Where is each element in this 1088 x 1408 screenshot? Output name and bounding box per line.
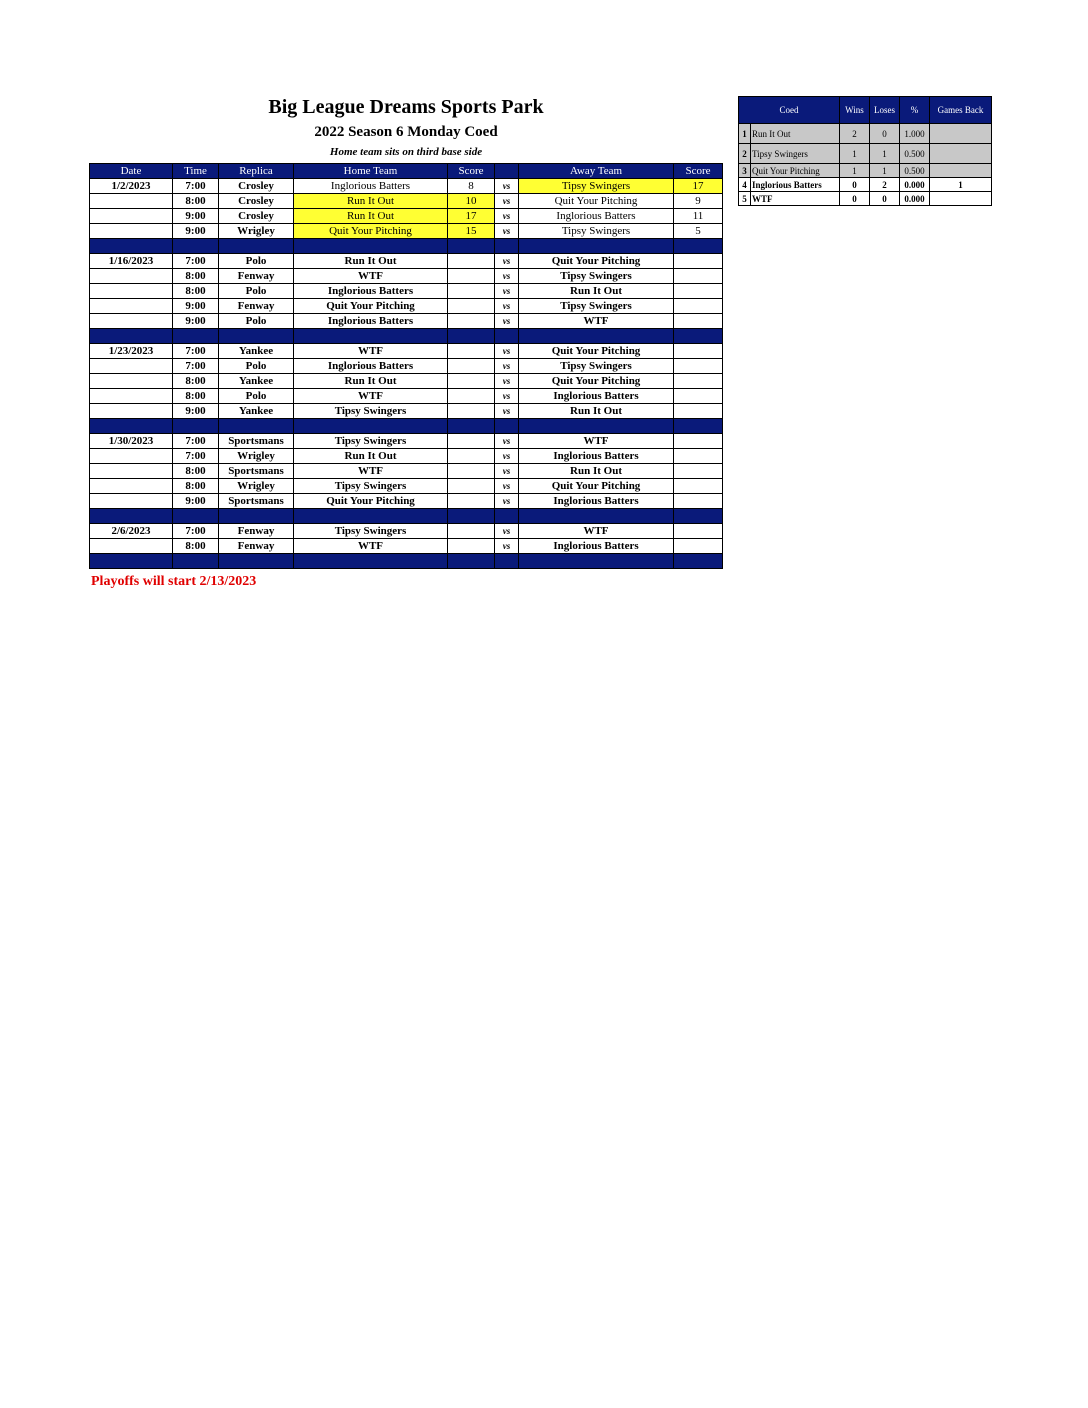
home-team: WTF [294,344,448,359]
table-row [90,434,723,449]
away-score [674,479,723,494]
schedule-table [89,163,723,569]
home-team: Tipsy Swingers [294,434,448,449]
away-team: Inglorious Batters [519,209,674,224]
separator-cell [495,554,519,569]
separator-cell [674,554,723,569]
home-score: 17 [448,209,495,224]
vs-label: vs [495,299,519,314]
away-team: Tipsy Swingers [519,359,674,374]
away-score [674,539,723,554]
away-team: Quit Your Pitching [519,374,674,389]
home-team: Run It Out [294,374,448,389]
separator-cell [495,329,519,344]
separator-cell [519,509,674,524]
separator-cell [495,509,519,524]
table-row [90,449,723,464]
game-field: Polo [219,389,294,404]
game-time: 7:00 [173,524,219,539]
home-score [448,494,495,509]
game-time: 8:00 [173,374,219,389]
team-name: Tipsy Swingers [751,144,840,164]
standings-coed-header: Coed [739,97,840,124]
separator-cell [674,239,723,254]
team-wins: 2 [840,124,870,144]
game-date [90,359,173,374]
game-field: Sportsmans [219,494,294,509]
away-score [674,524,723,539]
away-score: 5 [674,224,723,239]
separator-cell [448,509,495,524]
away-score [674,374,723,389]
standings-row [739,178,992,192]
schedule-body [90,179,723,569]
separator-cell [448,554,495,569]
vs-label: vs [495,224,519,239]
separator-cell [219,419,294,434]
game-date [90,224,173,239]
game-field: Fenway [219,539,294,554]
col-away-team-header: Away Team [519,164,674,179]
home-score [448,539,495,554]
home-team: WTF [294,464,448,479]
game-date [90,539,173,554]
week-separator-row [90,419,723,434]
game-field: Sportsmans [219,464,294,479]
table-row [90,524,723,539]
separator-cell [90,419,173,434]
separator-cell [495,419,519,434]
away-team: WTF [519,434,674,449]
separator-cell [674,509,723,524]
away-team: Inglorious Batters [519,449,674,464]
table-row [90,179,723,194]
home-score [448,479,495,494]
separator-cell [90,329,173,344]
away-score [674,284,723,299]
game-field: Wrigley [219,224,294,239]
game-time: 9:00 [173,224,219,239]
away-score: 17 [674,179,723,194]
col-time-header: Time [173,164,219,179]
game-date [90,314,173,329]
away-score [674,299,723,314]
home-team: Quit Your Pitching [294,224,448,239]
separator-cell [219,554,294,569]
team-games-back [930,124,992,144]
away-team: Quit Your Pitching [519,194,674,209]
table-row [90,269,723,284]
standings-body [739,124,992,206]
table-row [90,314,723,329]
separator-cell [448,329,495,344]
game-time: 7:00 [173,179,219,194]
away-team: Inglorious Batters [519,539,674,554]
away-team: WTF [519,524,674,539]
table-row [90,494,723,509]
separator-cell [90,554,173,569]
separator-cell [173,554,219,569]
home-score [448,344,495,359]
game-field: Polo [219,314,294,329]
vs-label: vs [495,359,519,374]
game-date [90,404,173,419]
away-team: Quit Your Pitching [519,479,674,494]
away-score [674,314,723,329]
game-field: Yankee [219,344,294,359]
away-team: Inglorious Batters [519,494,674,509]
game-time: 8:00 [173,539,219,554]
game-field: Wrigley [219,479,294,494]
home-team: Quit Your Pitching [294,494,448,509]
standings-wins-header: Wins [840,97,870,124]
game-time: 7:00 [173,254,219,269]
table-row [90,224,723,239]
team-name: WTF [751,192,840,206]
table-row [90,284,723,299]
away-team: Tipsy Swingers [519,179,674,194]
separator-cell [219,239,294,254]
home-team: WTF [294,269,448,284]
vs-label: vs [495,479,519,494]
away-score [674,449,723,464]
vs-label: vs [495,344,519,359]
game-field: Fenway [219,299,294,314]
game-time: 8:00 [173,464,219,479]
table-row [90,479,723,494]
vs-label: vs [495,209,519,224]
separator-cell [495,239,519,254]
away-score [674,434,723,449]
vs-label: vs [495,314,519,329]
team-pct: 1.000 [900,124,930,144]
game-field: Polo [219,254,294,269]
away-score [674,464,723,479]
home-score [448,284,495,299]
away-team: Tipsy Swingers [519,299,674,314]
table-row [90,344,723,359]
game-date: 1/30/2023 [90,434,173,449]
away-score [674,404,723,419]
game-field: Polo [219,359,294,374]
vs-label: vs [495,449,519,464]
home-score [448,314,495,329]
separator-cell [448,419,495,434]
vs-label: vs [495,464,519,479]
separator-cell [294,554,448,569]
away-team: Inglorious Batters [519,389,674,404]
team-pct: 0.000 [900,192,930,206]
home-team: Run It Out [294,194,448,209]
home-score [448,254,495,269]
vs-label: vs [495,539,519,554]
game-field: Fenway [219,269,294,284]
home-score [448,269,495,284]
vs-label: vs [495,524,519,539]
game-field: Sportsmans [219,434,294,449]
team-wins: 0 [840,178,870,192]
game-time: 8:00 [173,284,219,299]
vs-label: vs [495,284,519,299]
team-loses: 2 [870,178,900,192]
away-team: Run It Out [519,284,674,299]
away-score [674,254,723,269]
standings-loses-header: Loses [870,97,900,124]
team-loses: 0 [870,192,900,206]
table-row [90,254,723,269]
col-home-score-header: Score [448,164,495,179]
table-row [90,464,723,479]
team-name: Inglorious Batters [751,178,840,192]
col-vs-header [495,164,519,179]
week-separator-row [90,239,723,254]
home-team: Run It Out [294,254,448,269]
team-loses: 1 [870,144,900,164]
table-row [90,359,723,374]
vs-label: vs [495,179,519,194]
separator-cell [90,239,173,254]
vs-label: vs [495,254,519,269]
table-row [90,389,723,404]
standings-games-back-header: Games Back [930,97,992,124]
team-rank: 4 [739,178,751,192]
home-team: WTF [294,539,448,554]
team-wins: 0 [840,192,870,206]
away-score [674,389,723,404]
table-row [90,374,723,389]
vs-label: vs [495,494,519,509]
home-score [448,299,495,314]
vs-label: vs [495,434,519,449]
game-time: 9:00 [173,494,219,509]
separator-cell [173,419,219,434]
standings-row [739,124,992,144]
team-games-back [930,144,992,164]
separator-cell [674,419,723,434]
week-separator-row [90,554,723,569]
game-time: 8:00 [173,479,219,494]
away-score [674,344,723,359]
game-date [90,464,173,479]
table-row [90,404,723,419]
home-score [448,434,495,449]
standings-row [739,192,992,206]
team-wins: 1 [840,164,870,178]
away-score [674,359,723,374]
game-date: 1/16/2023 [90,254,173,269]
away-team: Tipsy Swingers [519,269,674,284]
week-separator-row [90,329,723,344]
col-home-team-header: Home Team [294,164,448,179]
separator-cell [173,329,219,344]
separator-cell [219,329,294,344]
game-time: 7:00 [173,344,219,359]
separator-cell [294,329,448,344]
away-team: Run It Out [519,404,674,419]
separator-cell [173,509,219,524]
col-replica-header: Replica [219,164,294,179]
away-team: Quit Your Pitching [519,344,674,359]
col-date-header: Date [90,164,173,179]
home-score: 8 [448,179,495,194]
home-team: Quit Your Pitching [294,299,448,314]
team-pct: 0.000 [900,178,930,192]
game-time: 9:00 [173,209,219,224]
team-wins: 1 [840,144,870,164]
home-team: Tipsy Swingers [294,524,448,539]
home-score [448,374,495,389]
home-team: Inglorious Batters [294,179,448,194]
away-team: WTF [519,314,674,329]
team-name: Run It Out [751,124,840,144]
home-score: 15 [448,224,495,239]
game-date [90,449,173,464]
game-time: 8:00 [173,194,219,209]
vs-label: vs [495,404,519,419]
separator-cell [173,239,219,254]
team-rank: 2 [739,144,751,164]
game-field: Yankee [219,374,294,389]
game-field: Crosley [219,194,294,209]
away-team: Tipsy Swingers [519,224,674,239]
standings-row [739,144,992,164]
game-date [90,269,173,284]
home-score: 10 [448,194,495,209]
game-date [90,284,173,299]
team-rank: 3 [739,164,751,178]
table-row [90,539,723,554]
separator-cell [519,239,674,254]
separator-cell [219,509,294,524]
team-rank: 1 [739,124,751,144]
game-time: 9:00 [173,299,219,314]
playoffs-notice: Playoffs will start 2/13/2023 [91,574,257,589]
separator-cell [519,554,674,569]
game-date: 1/23/2023 [90,344,173,359]
team-games-back [930,164,992,178]
home-score [448,524,495,539]
game-time: 7:00 [173,449,219,464]
team-games-back: 1 [930,178,992,192]
away-score: 11 [674,209,723,224]
standings-row [739,164,992,178]
col-away-score-header: Score [674,164,723,179]
home-team: Tipsy Swingers [294,404,448,419]
separator-cell [294,419,448,434]
home-team: Inglorious Batters [294,359,448,374]
home-team-note: Home team sits on third base side [329,146,483,158]
team-pct: 0.500 [900,164,930,178]
team-loses: 1 [870,164,900,178]
game-date [90,194,173,209]
standings-table [738,96,992,206]
home-team: WTF [294,389,448,404]
game-date [90,299,173,314]
game-date: 1/2/2023 [90,179,173,194]
game-date [90,479,173,494]
game-time: 7:00 [173,359,219,374]
week-separator-row [90,509,723,524]
game-date: 2/6/2023 [90,524,173,539]
team-pct: 0.500 [900,144,930,164]
game-date [90,494,173,509]
schedule-header-row [90,164,723,179]
game-date [90,209,173,224]
home-score [448,389,495,404]
team-loses: 0 [870,124,900,144]
table-row [90,299,723,314]
separator-cell [448,239,495,254]
separator-cell [674,329,723,344]
vs-label: vs [495,374,519,389]
separator-cell [519,329,674,344]
home-team: Inglorious Batters [294,284,448,299]
standings-header-row [739,97,992,124]
vs-label: vs [495,389,519,404]
away-score: 9 [674,194,723,209]
game-field: Crosley [219,179,294,194]
page-title: Big League Dreams Sports Park [268,96,544,118]
away-team: Quit Your Pitching [519,254,674,269]
game-field: Wrigley [219,449,294,464]
game-time: 9:00 [173,314,219,329]
home-score [448,404,495,419]
game-date [90,389,173,404]
game-field: Polo [219,284,294,299]
standings-pct-header: % [900,97,930,124]
vs-label: vs [495,269,519,284]
away-score [674,494,723,509]
home-team: Run It Out [294,449,448,464]
home-score [448,359,495,374]
table-row [90,194,723,209]
home-team: Run It Out [294,209,448,224]
separator-cell [90,509,173,524]
game-date [90,374,173,389]
game-field: Crosley [219,209,294,224]
home-score [448,464,495,479]
game-time: 7:00 [173,434,219,449]
game-time: 8:00 [173,269,219,284]
home-team: Tipsy Swingers [294,479,448,494]
separator-cell [519,419,674,434]
separator-cell [294,239,448,254]
home-score [448,449,495,464]
team-name: Quit Your Pitching [751,164,840,178]
vs-label: vs [495,194,519,209]
team-rank: 5 [739,192,751,206]
game-field: Fenway [219,524,294,539]
away-score [674,269,723,284]
season-subtitle: 2022 Season 6 Monday Coed [314,124,498,140]
home-team: Inglorious Batters [294,314,448,329]
game-time: 8:00 [173,389,219,404]
away-team: Run It Out [519,464,674,479]
separator-cell [294,509,448,524]
team-games-back [930,192,992,206]
game-time: 9:00 [173,404,219,419]
game-field: Yankee [219,404,294,419]
table-row [90,209,723,224]
